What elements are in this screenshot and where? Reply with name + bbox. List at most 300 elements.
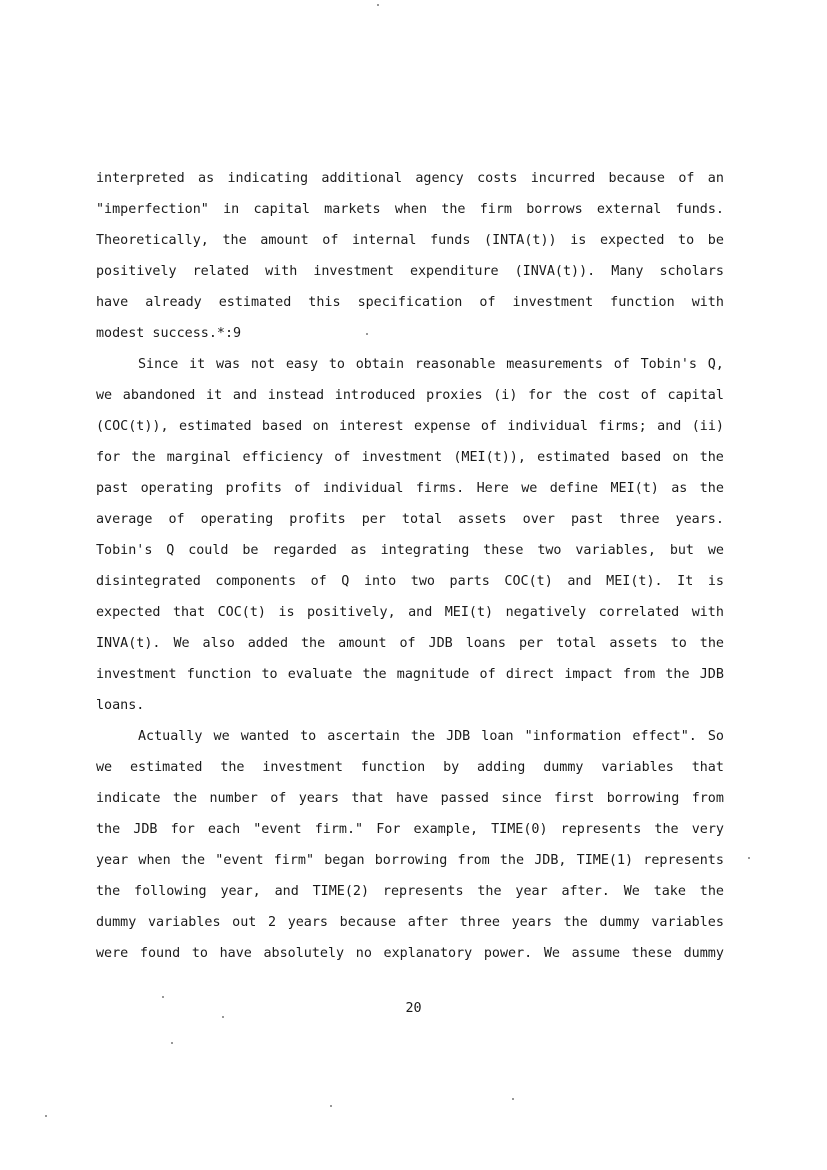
word: no <box>355 946 372 961</box>
word: Theoretically, <box>96 233 209 248</box>
word: we <box>96 388 113 403</box>
word: of <box>480 419 497 434</box>
word: began <box>324 853 365 868</box>
word: estimated <box>178 419 252 434</box>
word: of <box>479 667 496 682</box>
word: absolutely <box>263 946 345 961</box>
word: is <box>278 605 295 620</box>
text-line <box>96 225 724 256</box>
word: into <box>363 574 397 589</box>
word: have <box>219 946 252 961</box>
word: profits <box>289 512 346 527</box>
word: the <box>699 884 724 899</box>
word: the <box>131 450 156 465</box>
word: wanted <box>240 729 290 744</box>
text-line <box>96 845 724 876</box>
scan-speck <box>330 1105 332 1107</box>
word: that <box>691 760 724 775</box>
text-line <box>96 938 724 969</box>
text-line <box>96 411 724 442</box>
word: of <box>294 481 311 496</box>
word: passed <box>440 791 489 806</box>
text-line <box>96 690 724 721</box>
word: three <box>619 512 660 527</box>
word: impact <box>564 667 613 682</box>
word: the <box>301 636 326 651</box>
word: over <box>522 512 555 527</box>
word: we <box>96 760 113 775</box>
word: interpreted <box>96 171 185 186</box>
word: found <box>139 946 181 961</box>
text-line <box>96 535 724 566</box>
word: we <box>213 729 230 744</box>
word: two <box>537 543 562 558</box>
scan-speck <box>162 996 164 998</box>
word: the <box>362 667 387 682</box>
word: the <box>180 853 206 868</box>
word: magnitude <box>396 667 470 682</box>
word: positively <box>96 264 177 279</box>
word: So <box>707 729 724 744</box>
word: abandoned <box>122 388 196 403</box>
text-line <box>96 783 724 814</box>
word: of <box>678 171 695 186</box>
word: the <box>96 822 121 837</box>
text-line <box>96 628 724 659</box>
word: of <box>399 636 416 651</box>
word: efficiency <box>242 450 324 465</box>
word: the <box>441 202 466 217</box>
word: after. <box>561 884 610 899</box>
word: that <box>351 791 384 806</box>
word: be <box>242 543 259 558</box>
word: MEI(t) <box>444 605 494 620</box>
word: success.*:9 <box>152 326 242 341</box>
word: the <box>699 481 724 496</box>
word: function <box>360 760 426 775</box>
text-line <box>96 349 724 380</box>
word: reasonable <box>414 357 496 372</box>
word: For <box>376 822 401 837</box>
word: borrows <box>526 202 583 217</box>
word: capital <box>253 202 310 217</box>
word: for <box>528 388 553 403</box>
word: interest <box>339 419 404 434</box>
word: cost <box>597 388 631 403</box>
word: integrating <box>380 543 470 558</box>
text-line <box>96 566 724 597</box>
word: past <box>96 481 129 496</box>
word: We <box>173 636 190 651</box>
word: two <box>410 574 435 589</box>
word: specification <box>357 295 463 310</box>
word: represents <box>382 884 464 899</box>
scan-speck <box>377 4 379 6</box>
word: proxies <box>426 388 483 403</box>
word: of <box>270 791 287 806</box>
word: agency <box>415 171 464 186</box>
word: to <box>191 946 208 961</box>
word: amount <box>338 636 387 651</box>
word: the <box>699 450 724 465</box>
word: expenditure <box>409 264 499 279</box>
word: from <box>691 791 724 806</box>
word: but <box>669 543 694 558</box>
word: years <box>298 791 339 806</box>
word: We <box>623 884 640 899</box>
word: average <box>96 512 153 527</box>
word: assets <box>609 636 658 651</box>
word: investment <box>361 450 443 465</box>
word: have <box>96 295 129 310</box>
word: firms; <box>598 419 647 434</box>
word: dummy <box>543 760 584 775</box>
word: based <box>620 450 662 465</box>
word: JDB <box>699 667 724 682</box>
scan-speck <box>45 1115 47 1117</box>
word: expense <box>414 419 471 434</box>
scan-speck <box>748 857 750 859</box>
word: very <box>691 822 724 837</box>
word: be <box>707 233 724 248</box>
word: as <box>671 481 688 496</box>
text-line <box>96 659 724 690</box>
word: effect". <box>632 729 697 744</box>
word: and <box>408 605 433 620</box>
word: the <box>562 388 588 403</box>
word: for <box>170 822 195 837</box>
word: the <box>563 915 588 930</box>
word: years <box>511 915 552 930</box>
word: capital <box>667 388 724 403</box>
word: per <box>361 512 386 527</box>
word: to <box>670 636 687 651</box>
scan-speck <box>222 1016 224 1018</box>
word: COC(t) <box>504 574 553 589</box>
word: total <box>556 636 597 651</box>
word: (COC(t)), <box>96 419 169 434</box>
word: components <box>215 574 297 589</box>
word: estimated <box>218 295 292 310</box>
word: was <box>215 357 241 372</box>
text-line <box>96 194 724 225</box>
word: internal <box>352 233 417 248</box>
document-body <box>96 163 724 969</box>
word: modest <box>96 326 145 341</box>
word: Q <box>166 543 175 558</box>
word: disintegrated <box>96 574 201 589</box>
word: introduced <box>334 388 416 403</box>
word: power. <box>483 946 533 961</box>
text-line <box>96 721 724 752</box>
text-line <box>96 752 724 783</box>
word: obtain <box>355 357 405 372</box>
word: of <box>322 233 339 248</box>
word: of <box>640 388 657 403</box>
word: first <box>554 791 595 806</box>
word: correlated <box>598 605 680 620</box>
word: funds. <box>675 202 724 217</box>
text-line <box>96 597 724 628</box>
word: is <box>570 233 587 248</box>
word: "imperfection" <box>96 202 209 217</box>
word: these <box>631 946 672 961</box>
word: related <box>192 264 250 279</box>
word: the <box>96 884 121 899</box>
word: loans <box>465 636 506 651</box>
word: we <box>707 543 724 558</box>
word: the <box>477 884 502 899</box>
word: as <box>198 171 215 186</box>
word: It <box>677 574 694 589</box>
text-line <box>96 504 724 535</box>
word: JDB <box>446 729 471 744</box>
word: Q, <box>707 357 724 372</box>
word: 2 <box>267 915 277 930</box>
word: on <box>312 419 329 434</box>
word: that <box>172 605 206 620</box>
word: additional <box>321 171 403 186</box>
word: external <box>596 202 662 217</box>
word: (INTA(t)) <box>484 233 557 248</box>
word: individual <box>322 481 404 496</box>
word: funds <box>430 233 471 248</box>
word: Since <box>138 357 179 372</box>
word: since <box>501 791 542 806</box>
text-line <box>96 163 724 194</box>
word: the <box>222 233 247 248</box>
word: JDB, <box>534 853 567 868</box>
word: "information <box>524 729 622 744</box>
word: We <box>543 946 560 961</box>
word: could <box>188 543 229 558</box>
text-line <box>96 287 724 318</box>
word: already <box>145 295 202 310</box>
word: years. <box>675 512 724 527</box>
word: indicating <box>227 171 309 186</box>
scan-speck <box>366 333 368 335</box>
word: define <box>549 481 599 496</box>
word: because <box>608 171 665 186</box>
word: out <box>232 915 257 930</box>
word: variables, <box>575 543 656 558</box>
word: loans. <box>96 698 145 713</box>
word: firm <box>479 202 512 217</box>
word: each <box>207 822 241 837</box>
word: following <box>134 884 207 899</box>
word: example, <box>413 822 479 837</box>
word: regarded <box>272 543 337 558</box>
word: profits <box>225 481 282 496</box>
word: Tobin's <box>96 543 153 558</box>
word: when <box>138 853 171 868</box>
word: positively, <box>307 605 396 620</box>
word: operating <box>140 481 214 496</box>
word: Q <box>341 574 350 589</box>
word: the <box>410 729 436 744</box>
word: this <box>308 295 341 310</box>
word: it <box>206 388 223 403</box>
word: from <box>622 667 656 682</box>
word: year, <box>220 884 261 899</box>
page-number: 20 <box>405 1001 422 1016</box>
word: Many <box>611 264 644 279</box>
word: after <box>407 915 449 930</box>
word: evaluate <box>287 667 353 682</box>
word: expected <box>599 233 665 248</box>
scan-speck <box>171 1042 173 1044</box>
word: and <box>274 884 299 899</box>
word: negatively <box>505 605 587 620</box>
word: not <box>250 357 276 372</box>
word: variables <box>601 760 674 775</box>
word: because <box>339 915 397 930</box>
text-line <box>96 876 724 907</box>
word: individual <box>507 419 588 434</box>
word: year <box>515 884 548 899</box>
word: assume <box>571 946 621 961</box>
word: it <box>189 357 206 372</box>
word: firms. <box>415 481 465 496</box>
word: from <box>457 853 490 868</box>
word: were <box>96 946 129 961</box>
word: (INVA(t)). <box>514 264 596 279</box>
word: JDB <box>133 822 158 837</box>
word: expected <box>96 605 161 620</box>
word: with <box>691 605 724 620</box>
word: TIME(2) <box>312 884 370 899</box>
word: (MEI(t)), <box>453 450 526 465</box>
word: amount <box>260 233 309 248</box>
word: total <box>401 512 443 527</box>
word: the <box>654 822 679 837</box>
word: number <box>209 791 258 806</box>
word: an <box>707 171 724 186</box>
word: Here <box>476 481 509 496</box>
word: dummy <box>599 915 640 930</box>
word: is <box>707 574 724 589</box>
word: when <box>394 202 428 217</box>
word: past <box>570 512 604 527</box>
text-line <box>96 907 724 938</box>
word: take <box>653 884 686 899</box>
word: TIME(1) <box>576 853 634 868</box>
word: operating <box>200 512 274 527</box>
word: COC(t) <box>217 605 266 620</box>
text-line <box>96 380 724 411</box>
word: three <box>459 915 500 930</box>
text-line <box>96 318 724 349</box>
word: the <box>499 853 525 868</box>
word: as <box>350 543 367 558</box>
word: investment <box>262 760 343 775</box>
word: to <box>678 233 695 248</box>
word: estimated <box>129 760 203 775</box>
scan-speck <box>512 1098 514 1100</box>
word: investment <box>512 295 594 310</box>
word: assets <box>458 512 507 527</box>
word: easy <box>285 357 319 372</box>
word: years <box>287 915 328 930</box>
word: to <box>328 357 345 372</box>
word: Tobin's <box>640 357 697 372</box>
word: firm" <box>273 853 315 868</box>
word: year <box>96 853 129 868</box>
word: per <box>518 636 544 651</box>
word: by <box>443 760 460 775</box>
text-line <box>96 442 724 473</box>
word: instead <box>267 388 325 403</box>
word: dummy <box>96 915 137 930</box>
word: costs <box>477 171 518 186</box>
word: in <box>223 202 240 217</box>
word: of <box>168 512 185 527</box>
word: represents <box>643 853 724 868</box>
word: with <box>265 264 298 279</box>
word: of <box>310 574 327 589</box>
word: function <box>186 667 252 682</box>
word: firm." <box>314 822 364 837</box>
word: we <box>521 481 538 496</box>
word: Actually <box>138 729 203 744</box>
word: measurements <box>506 357 603 372</box>
word: direct <box>505 667 555 682</box>
word: of <box>613 357 630 372</box>
word: INVA(t). <box>96 636 161 651</box>
word: function <box>610 295 675 310</box>
word: investment <box>313 264 394 279</box>
word: explanatory <box>383 946 473 961</box>
text-line <box>96 814 724 845</box>
word: and <box>567 574 592 589</box>
word: represents <box>560 822 642 837</box>
word: with <box>691 295 724 310</box>
text-line <box>96 473 724 504</box>
word: MEI(t) <box>610 481 659 496</box>
text-line <box>96 256 724 287</box>
word: the <box>172 791 198 806</box>
word: the <box>665 667 690 682</box>
word: and <box>657 419 682 434</box>
word: these <box>483 543 524 558</box>
word: investment <box>96 667 177 682</box>
word: variables <box>651 915 724 930</box>
word: added <box>247 636 289 651</box>
word: parts <box>449 574 490 589</box>
word: (i) <box>493 388 518 403</box>
word: borrowing <box>374 853 448 868</box>
word: indicate <box>96 791 161 806</box>
word: markets <box>324 202 381 217</box>
word: "event <box>253 822 302 837</box>
word: also <box>202 636 235 651</box>
word: based <box>261 419 303 434</box>
word: for <box>96 450 121 465</box>
word: of <box>479 295 496 310</box>
word: to <box>300 729 317 744</box>
word: and <box>232 388 258 403</box>
word: incurred <box>530 171 596 186</box>
word: "event <box>215 853 264 868</box>
word: (ii) <box>691 419 724 434</box>
word: the <box>699 636 724 651</box>
word: TIME(0) <box>491 822 548 837</box>
word: loan <box>481 729 514 744</box>
word: MEI(t). <box>606 574 663 589</box>
word: adding <box>477 760 526 775</box>
word: on <box>672 450 689 465</box>
word: borrowing <box>606 791 680 806</box>
